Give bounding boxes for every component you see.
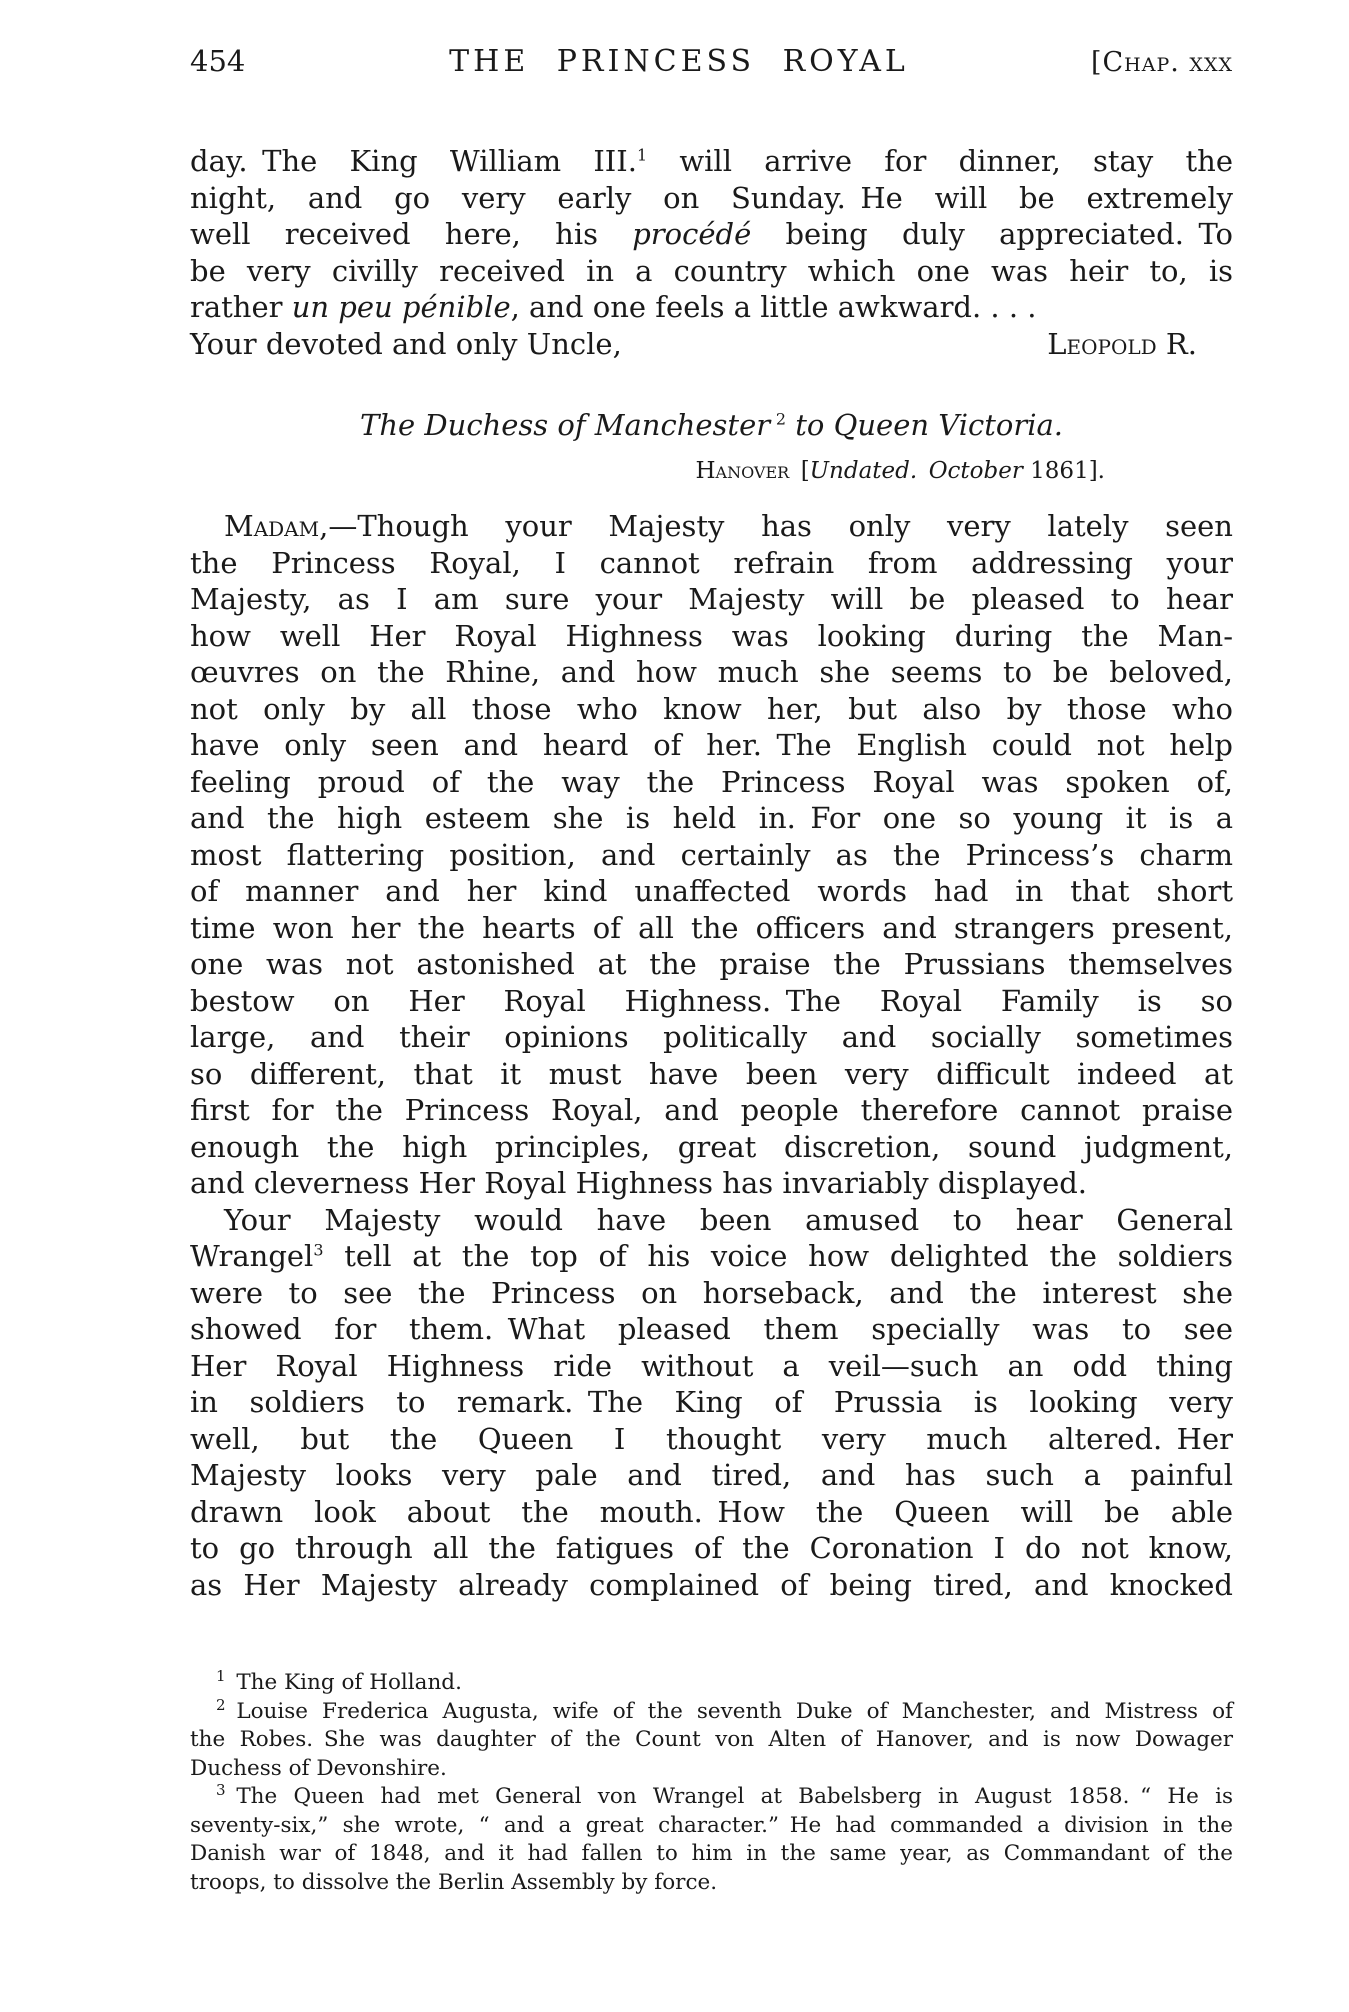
text-line: $^1$ The King of Holland.	[216, 1666, 462, 1695]
text-line: Duchess of Devonshire.	[190, 1755, 447, 1781]
text-line: as Her Majesty already complained of being tired, and knocked	[190, 1567, 1233, 1602]
text-line: Wrangel$^3$ tell at the top of his voice how delighted the soldiers	[190, 1239, 1233, 1273]
text-line: time won her the hearts of all the officers and strangers present,	[190, 910, 1233, 945]
text-line: Danish war of 1848, and it had fallen to him in the same year, as Commandant of the	[190, 1841, 1233, 1866]
letter-signoff	[190, 326, 1233, 363]
text-line: the Princess Royal, I cannot refrain from addressing your	[190, 545, 1233, 580]
text-line: feeling proud of the way the Princess Royal was spoken of,	[190, 764, 1233, 799]
letter-body-paragraph-2	[190, 1202, 1233, 1604]
text-line: rather un peu pénible, and one feels a little awkward. . . .	[190, 290, 1037, 324]
letter-dateline: Hanover [Undated. October 1861].	[695, 458, 1105, 484]
letter-heading: The Duchess of Manchester $^2$ to Queen Victoria.	[360, 408, 1063, 442]
footnote-3	[190, 1780, 1233, 1897]
text-line: $^2$ Louise Frederica Augusta, wife of the seventh Duke of Manchester, and Mistress of	[216, 1695, 1233, 1724]
text-line: seventy-six,” she wrote, “ and a great character.” He had commanded a division in the	[190, 1812, 1233, 1838]
text-line: Her Royal Highness ride without a veil—such an odd thing	[190, 1348, 1233, 1383]
text-line: not only by all those who know her, but also by those who	[190, 691, 1233, 726]
text-line: Majesty, as I am sure your Majesty will be pleased to hear	[190, 582, 1233, 616]
text-line: bestow on Her Royal Highness. The Royal Family is so	[190, 983, 1233, 1018]
text-line: drawn look about the mouth. How the Queen will be able	[190, 1494, 1233, 1529]
text-line: how well Her Royal Highness was looking during the Man-	[190, 618, 1233, 653]
footnotes-block	[190, 1666, 1233, 1897]
text-line: in soldiers to remark. The King of Prussia is looking very	[190, 1385, 1233, 1419]
text-line: were to see the Princess on horseback, and the interest she	[190, 1275, 1233, 1310]
text-line: day. The King William III.$^1$ will arrive for dinner, stay the	[190, 144, 1233, 178]
text-line: of manner and her kind unaffected words had in that short	[190, 874, 1233, 908]
text-line: troops, to dissolve the Berlin Assembly by force.	[190, 1869, 718, 1895]
letter-leopold-continuation	[190, 143, 1233, 326]
text-line: so different, that it must have been very difficult indeed at	[190, 1056, 1233, 1091]
text-line: first for the Princess Royal, and people therefore cannot praise	[190, 1093, 1233, 1127]
text-line: Your Majesty would have been amused to hear General	[224, 1202, 1233, 1237]
text-line: well, but the Queen I thought very much altered. Her	[190, 1421, 1233, 1456]
text-line: Majesty looks very pale and tired, and has such a painful	[190, 1458, 1233, 1492]
text-line: and cleverness Her Royal Highness has invariably displayed.	[190, 1166, 1088, 1200]
signoff-signature: Leopold R.	[1047, 326, 1197, 361]
text-line: most flattering position, and certainly as the Princess’s charm	[190, 837, 1233, 872]
letter-body-paragraph-1	[190, 508, 1233, 1202]
chapter-reference: [Chap. xxx	[1090, 47, 1233, 78]
text-line: one was not astonished at the praise the Prussians themselves	[190, 947, 1233, 981]
text-line: enough the high principles, great discretion, sound judgment,	[190, 1129, 1233, 1164]
text-line: the Robes. She was daughter of the Count von Alten of Hanover, and is now Dowager	[190, 1727, 1233, 1752]
text-line: large, and their opinions politically and socially sometimes	[190, 1020, 1233, 1054]
page-number: 454	[190, 44, 246, 78]
text-line: have only seen and heard of her. The English could not help	[190, 728, 1233, 762]
footnote-2	[190, 1695, 1233, 1784]
page-body	[190, 143, 1233, 1897]
text-line: œuvres on the Rhine, and how much she seems to be beloved,	[190, 655, 1233, 689]
text-line: night, and go very early on Sunday. He will be extremely	[190, 180, 1233, 215]
text-line: to go through all the fatigues of the Coronation I do not know,	[190, 1531, 1233, 1565]
running-head	[190, 0, 1233, 80]
footnote-1	[190, 1666, 1233, 1698]
text-line: well received here, his procédé being duly appreciated. To	[190, 217, 1233, 251]
text-line: Madam,—Though your Majesty has only very lately seen	[224, 509, 1233, 543]
text-line: be very civilly received in a country which one was heir to, is	[190, 253, 1233, 288]
signoff-closing: Your devoted and only Uncle,	[190, 326, 622, 361]
text-line: and the high esteem she is held in. For one so young it is a	[190, 801, 1233, 835]
text-line: showed for them. What pleased them specially was to see	[190, 1312, 1233, 1346]
text-line: $^3$ The Queen had met General von Wrangel at Babelsberg in August 1858. “ He is	[216, 1780, 1233, 1809]
running-title: THE PRINCESS ROYAL	[449, 44, 909, 79]
